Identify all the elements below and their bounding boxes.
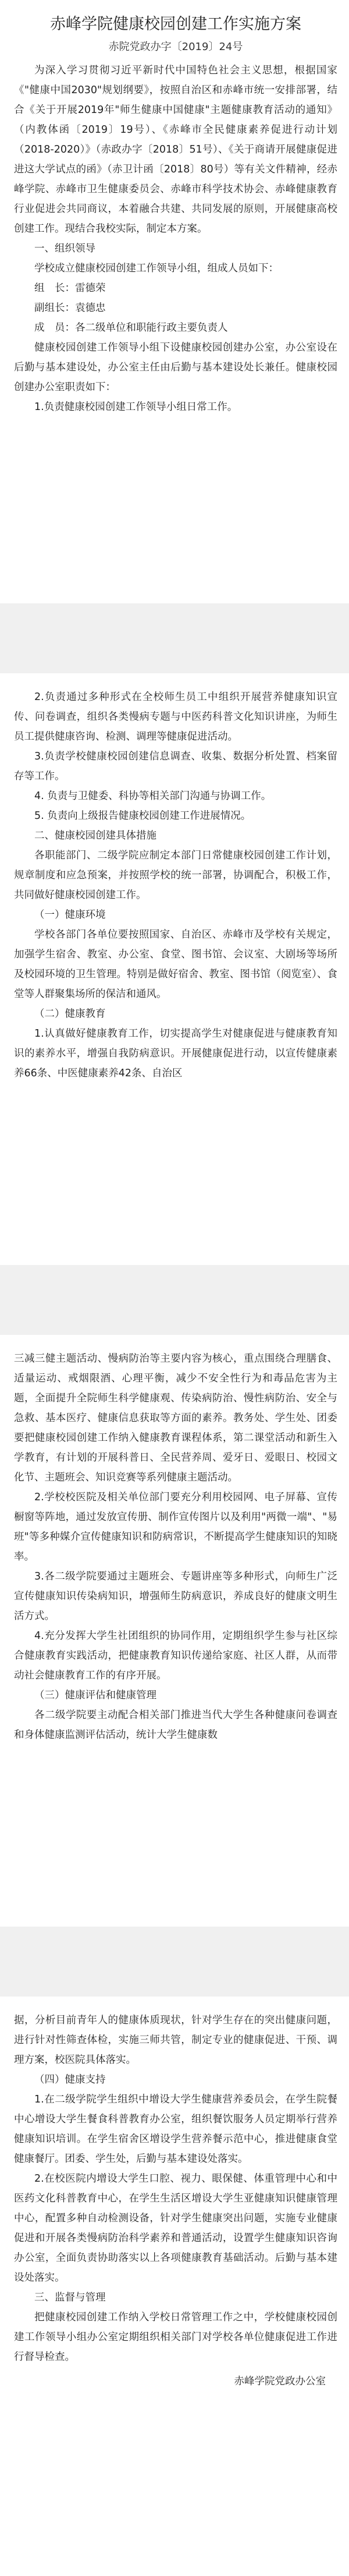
- document-page-1: [0, 0, 349, 603]
- list-item: 5. 负责向上级报告健康校园创建工作进展情况。: [34, 810, 251, 822]
- section-heading-3: 三、监督与管理: [34, 2292, 106, 2303]
- list-item: 4.充分发挥大学生社团组织的协同作用，定期组织学生参与社区综合健康教育实践活动，把健康教育知识传递给家庭、社区人群，从而带动社会健康教育工作的有序开展。: [14, 1630, 337, 1681]
- list-item: 4. 负责与卫健委、科协等相关部门沟通与协调工作。: [34, 790, 272, 802]
- paragraph: 学校成立健康校园创建工作领导小组，组成人员如下：: [34, 263, 279, 274]
- deputy-leader-line: 副组长：袁德忠: [34, 302, 106, 314]
- members-line: 成 员：各二级单位和职能行政主要负责人: [34, 322, 228, 334]
- subsection-heading: （一）健康环境: [34, 909, 106, 921]
- document-page-3: [0, 1335, 349, 1927]
- paragraph: 学校各部门各单位要按照国家、自治区、赤峰市及学校有关规定，加强学生宿舍、教室、办公室、食堂、图书馆、会议室、大剧场等场所及校园环境的卫生管理。特别是做好宿舍、教室、图书馆（阅览室）、食堂等人群聚集场所的保洁和通风。: [14, 929, 337, 1000]
- section-heading-1: 一、组织领导: [34, 243, 95, 255]
- list-item: 1.负责健康校园创建工作领导小组日常工作。: [34, 401, 238, 413]
- list-item: 2.负责通过多种形式在全校师生员工中组织开展营养健康知识宣传、问卷调查，组织各类慢病专题与中医药科普文化知识讲座，为师生员工提供健康咨询、检测、调理等健康促进活动。: [14, 691, 337, 743]
- page-separator: [0, 1927, 349, 1997]
- continued-paragraph: 三减三健主题活动、慢病防治等主要内容为核心，重点围绕合理膳食、适量运动、戒烟限酒、心理平衡，减少不安全性行为和毒品危害为主题，全面提升全院师生科学健康观、传染病防治、慢性病防治、安全与急救、基本医疗、健康信息获取等方面的素养。教务处、学生处、团委要把健康校园创建工作纳入健康教育课程体系，第二课堂活动和新生入学教育，有计划的开展科普日、全民营养周、爱牙日、爱眼日、校园文化节、主题班会、知识竞赛等系列健康主题活动。: [14, 1353, 337, 1483]
- continued-paragraph: 据，分析目前青年人的健康体质现状，针对学生存在的突出健康问题，进行针对性筛查体检，实施三师共管，制定专业的健康促进、干预、调理方案，校医院具体落实。: [14, 2015, 337, 2066]
- subsection-heading: （二）健康教育: [34, 1008, 106, 1020]
- subsection-heading: （三）健康评估和健康管理: [34, 1690, 156, 1701]
- document-page-4: [0, 1997, 349, 2576]
- list-item: 3.负责学校健康校园创建信息调查、收集、数据分析处置、档案留存等工作。: [14, 751, 337, 782]
- page-separator: [0, 1265, 349, 1335]
- leader-line: 组 长：雷德荣: [34, 282, 106, 294]
- section-heading-2: 二、健康校园创建具体措施: [34, 830, 156, 842]
- list-item: 1.在二级学院学生组织中增设大学生健康营养委员会，在学生院餐中心增设大学生餐食科普教育办公室，组织餐饮服务人员定期举行营养健康知识培训。在学生宿舍区增设学生营养餐示范中心，推进健康食堂健康餐厅。团委、学生处，后勤与基本建设处落实。: [14, 2094, 337, 2165]
- document-page-2: [0, 673, 349, 1265]
- document-title: 赤峰学院健康校园创建工作实施方案: [50, 15, 301, 33]
- list-item: 2.学校校医院及相关单位部门要充分利用校园网、电子屏幕、宣传橱窗等阵地，通过发放宣传册、制作宣传图片以及利用"两微一端"、"易班"等多种媒介宣传健康知识和防病常识，不断提高学生健康知识的知晓率。: [14, 1492, 337, 1563]
- intro-paragraph: 为深入学习贯彻习近平新时代中国特色社会主义思想，根据国家《"健康中国2030"规划纲要》，按照自治区和赤峰市统一安排部署，结合《关于开展2019年"师生健康中国健康"主题健康教育活动的通知》（内教体函〔2019〕19号）、《赤峰市全民健康素养促进行动计划（2018-2020）》（赤政办字〔2018〕51号）、《关于商请开展健康促进进这大学试点的函》（赤卫计函〔2018〕80号）等有关文件精神，经赤峰学院、赤峰市卫生健康委员会、赤峰市科学技术协会、赤峰健康教育行业促进会共同商议，本着融合共建、共同发展的原则，开展健康高校创建工作。现结合我校实际，制定本方案。: [14, 65, 337, 235]
- subsection-heading: （四）健康支持: [34, 2074, 106, 2086]
- paragraph: 健康校园创建工作领导小组下设健康校园创建办公室，办公室设在后勤与基本建设处，办公室主任由后勤与基本建设处长兼任。健康校园创建办公室职责如下：: [14, 342, 337, 393]
- signature: 赤峰学院党政办公室: [234, 2376, 326, 2387]
- paragraph: 把健康校园创建工作纳入学校日常管理工作之中，学校健康校园创建工作领导小组办公室定期组织相关部门对学校各单位健康促进工作进行督导检查。: [14, 2312, 337, 2363]
- paragraph: 各二级学院要主动配合相关部门推进当代大学生各种健康问卷调查和身体健康监测评估活动，统计大学生健康数: [14, 1709, 337, 1741]
- page-separator: [0, 603, 349, 673]
- list-item: 3.各二级学院要通过主题班会、专题讲座等多种形式，向师生广泛宣传健康知识传染病知识，增强师生防病意识，养成良好的健康文明生活方式。: [14, 1571, 337, 1622]
- paragraph: 各职能部门、二级学院应制定本部门日常健康校园创建工作计划，规章制度和应急预案，并按照学校的统一部署，协调配合，积极工作，共同做好健康校园创建工作。: [14, 850, 337, 901]
- list-item: 2.在校医院内增设大学生口腔、视力、眼保健、体重管理中心和中医药文化科普教育中心，在学生生活区增设大学生亚健康知识健康管理中心，配置多种自动检测设备，针对学生健康突出问题，实施专业健康促进和开展各类慢病防治科学素养和普通活动，设置学生健康知识咨询办公室，全面负责协助落实以上各项健康教育基础活动。后勤与基本建设处落实。: [14, 2173, 337, 2284]
- list-item: 1.认真做好健康教育工作，切实提高学生对健康促进与健康教育知识的素养水平，增强自我防病意识。开展健康促进行动，以宣传健康素养66条、中医健康素养42条、自治区: [14, 1028, 337, 1079]
- document-number: 赤院党政办字〔2019〕24号: [108, 41, 243, 53]
